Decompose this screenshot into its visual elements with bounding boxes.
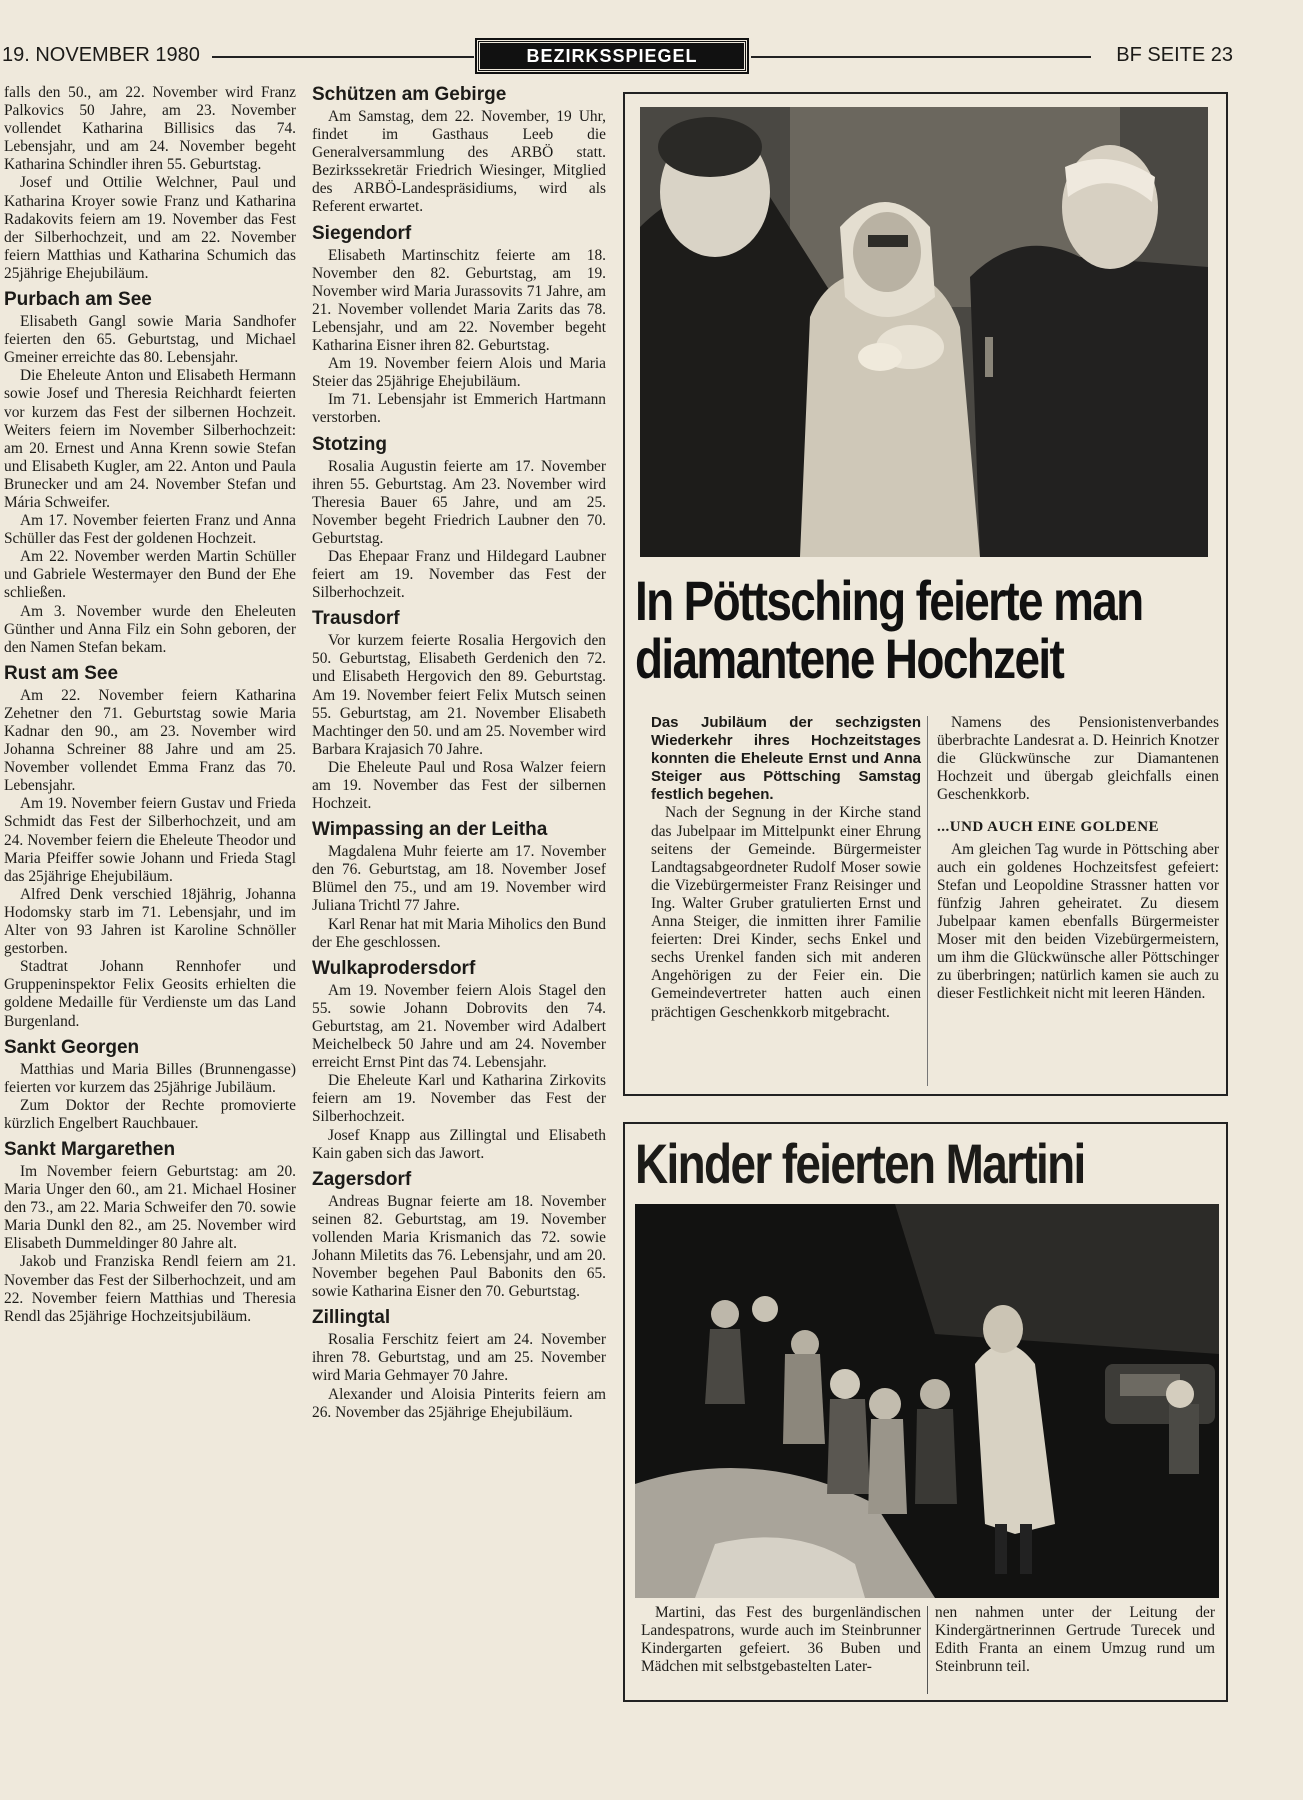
paragraph: Martini, das Fest des burgenländischen Landespatrons, wurde auch im Steinbrunner Kindergarten gefeiert. 36 Buben und Mädchen mit selbstgebastelten Later-: [641, 1604, 921, 1676]
news-column-1: [4, 84, 296, 1326]
paragraph: Am gleichen Tag wurde in Pöttsching aber auch ein goldenes Hochzeitsfest gefeiert: Stefan und Leopoldine Strassner hatten vor fünfzig Jahren geheiratet. Zu diesem Jubelpaar kamen ebenfalls Bürgermeister Moser mit den beiden Vizebürgermeistern, um ihm die Glückwünsche aller Pöttschinger zu überbringen; natürlich kamen sie auch zu dieser Festlichkeit nicht mit leeren Händen.: [937, 840, 1219, 1003]
headline-line-1: In Pöttsching feierte man: [635, 569, 1143, 632]
caption-column-right: [935, 1604, 1215, 1676]
header-rule-right: [751, 56, 1091, 58]
place-heading: Rust am See: [4, 662, 119, 684]
paragraph: Alfred Denk verschied 18jährig, Johanna Hodomsky starb im 71. Lebensjahr, und im Alter von 93 Jahren ist Karoline Schnöller gestorben.: [4, 885, 296, 958]
paragraph: Das Ehepaar Franz und Hildegard Laubner feiert am 19. November das Fest der Silberhochzeit.: [312, 547, 606, 602]
paragraph: Karl Renar hat mit Maria Miholics den Bund der Ehe geschlossen.: [312, 915, 606, 951]
article-diamond-wedding: [623, 92, 1228, 1096]
article-subheading: ...UND AUCH EINE GOLDENE: [937, 819, 1160, 836]
paragraph: Am Samstag, dem 22. November, 19 Uhr, findet im Gasthaus Leeb die Generalversammlung des ARBÖ statt. Bezirkssekretär Friedrich Wiesinger, Mitglied des ARBÖ-Landespräsidiums, wird als Referent erwartet.: [312, 108, 606, 216]
martini-photo: [635, 1204, 1219, 1598]
paragraph: Zum Doktor der Rechte promovierte kürzlich Engelbert Rauchbauer.: [4, 1096, 296, 1132]
paragraph: Andreas Bugnar feierte am 18. November seinen 82. Geburtstag, am 19. November vollenden Maria Krismanich das 72. sowie Johann Miletits das 76. Lebensjahr, und am 20. November begehen Paul Babonits den 65. sowie Katharina Eisner den 70. Geburtstag.: [312, 1192, 606, 1301]
section-title: BEZIRKSSPIEGEL: [477, 40, 747, 72]
article-lead: Das Jubiläum der sechzigsten Wiederkehr ihres Hochzeitstages konnten die Eheleute Ernst und Anna Steiger aus Pöttsching Samstag festlich begehen.: [651, 714, 921, 804]
wedding-photo-illustration: [640, 107, 1208, 557]
martini-photo-illustration: [635, 1204, 1219, 1598]
article-column-right: [937, 714, 1219, 1003]
paragraph: Jakob und Franziska Rendl feiern am 21. November das Fest der Silberhochzeit, und am 22. November feiern Matthias und Theresia Rendl das 25jährige Hochzeitsjubiläum.: [4, 1253, 296, 1325]
paragraph: Die Eheleute Karl und Katharina Zirkovits feiern am 19. November das Fest der Silberhochzeit.: [312, 1072, 606, 1126]
header-rule-left: [212, 56, 474, 58]
paragraph: Im 71. Lebensjahr ist Emmerich Hartmann verstorben.: [312, 391, 606, 427]
paragraph: Namens des Pensionistenverbandes überbrachte Landesrat a. D. Heinrich Knotzer die Glückwünsche zur Diamantenen Hochzeit und übergab gleichfalls einen Geschenkkorb.: [937, 714, 1219, 804]
paragraph: Am 3. November wurde den Eheleuten Günther und Anna Filz ein Sohn geboren, der den Namen Stefan bekam.: [4, 602, 296, 656]
paragraph: Am 19. November feiern Alois und Maria Steier das 25jährige Ehejubiläum.: [312, 355, 606, 391]
paragraph: Magdalena Muhr feierte am 17. November den 76. Geburtstag, am 18. November Josef Blümel den 75., und am 19. November wird Juliana Trichtl 77 Jahre.: [312, 843, 606, 915]
news-column-2: [312, 84, 606, 1422]
paragraph: Nach der Segnung in der Kirche stand das Jubelpaar im Mittelpunkt einer Ehrung seitens der Gemeinde. Bürgermeister Landtagsabgeordneter Rudolf Moser sowie die Vizebürgermeister Franz Reisinger und Ing. Walter Gruber gratulierten Ernst und Anna Steiger, die inmitten ihrer Familie feierten: Drei Kinder, sechs Enkel und sechs Urenkel fanden sich mit anderen Angehörigen zu der Feier ein. Die Gemeindevertreter hatten auch einen prächtigen Geschenkkorb mitgebracht.: [651, 804, 921, 1021]
issue-date: 19. NOVEMBER 1980: [2, 44, 200, 66]
paragraph: Stadtrat Johann Rennhofer und Gruppeninspektor Felix Geosits erhielten die goldene Medaille für Verdienste um das Land Burgenland.: [4, 958, 296, 1030]
paragraph: Josef Knapp aus Zillingtal und Elisabeth Kain gaben sich das Jawort.: [312, 1126, 606, 1162]
place-heading: Purbach am See: [4, 289, 152, 311]
paragraph: Josef und Ottilie Welchner, Paul und Katharina Kroyer sowie Franz und Katharina Radakovits feiern am 19. November das Fest der Silberhochzeit, und am 22. November feiern Matthias und Katharina Schumich das 25jährige Ehejubiläum.: [4, 174, 296, 282]
article-headline: [635, 569, 1143, 690]
paragraph: Matthias und Maria Billes (Brunnengasse) feierten vor kurzem das 25jährige Jubiläum.: [4, 1060, 296, 1096]
paragraph: falls den 50., am 22. November wird Franz Palkovics 50 Jahre, am 23. November vollendet Katharina Billisics das 74. Lebensjahr, und am 24. November begeht Katharina Schindler ihren 55. Geburtstag.: [4, 84, 296, 174]
paragraph: Elisabeth Martinschitz feierte am 18. November den 82. Geburtstag, am 19. November wird Maria Jurassovits 71 Jahre, am 21. November vollendet Maria Zarits das 78. Lebensjahr, und am 22. November begeht Katharina Eisner ihren 82. Geburtstag.: [312, 246, 606, 355]
article-column-left: [651, 714, 921, 1022]
place-heading: Wulkaprodersdorf: [312, 957, 476, 979]
paragraph: Am 19. November feiern Alois Stagel den 55. sowie Johann Dobrovits den 74. Geburtstag, am 21. November wird Adalbert Meichelbeck 50 Jahre und am 24. November erreicht Ernst Pint das 74. Lebensjahr.: [312, 981, 606, 1072]
paragraph: Am 17. November feierten Franz und Anna Schüller das Fest der goldenen Hochzeit.: [4, 512, 296, 548]
paragraph: nen nahmen unter der Leitung der Kindergärtnerinnen Gertrude Turecek und Edith Franta an einem Umzug rund um Steinbrunn teil.: [935, 1604, 1215, 1676]
paragraph: Am 22. November werden Martin Schüller und Gabriele Westermayer den Bund der Ehe schließen.: [4, 548, 296, 602]
paragraph: Am 22. November feiern Katharina Zehetner den 71. Geburtstag sowie Maria Kadnar den 90., am 23. November wird Johanna Schreiner 88 Jahre und am 25. November vollendet Emma Franz das 70. Lebensjahr.: [4, 686, 296, 795]
column-divider: [927, 1606, 928, 1694]
page-header: [0, 40, 1303, 74]
place-heading: Sankt Georgen: [4, 1036, 140, 1058]
caption-column-left: [641, 1604, 921, 1676]
paragraph: Die Eheleute Anton und Elisabeth Hermann sowie Josef und Theresia Reichhardt feierten vor kurzem das Fest der silbernen Hochzeit. Weiters feiern im November Silberhochzeit: am 20. Ernest und Anna Krenn sowie Stefan und Elisabeth Kugler, am 22. Anton und Paula Brunecker und am 24. November Stefan und Mária Schweifer.: [4, 367, 296, 511]
article-headline: Kinder feierten Martini: [635, 1132, 1085, 1195]
paragraph: Am 19. November feiern Gustav und Frieda Schmidt das Fest der Silberhochzeit, und am 24. November feiern die Eheleute Theodor und Maria Pfeiffer sowie Johann und Frieda Stagl das 25jährige Ehejubiläum.: [4, 795, 296, 885]
place-heading: Wimpassing an der Leitha: [312, 819, 548, 841]
paragraph: Elisabeth Gangl sowie Maria Sandhofer feierten den 65. Geburtstag, und Michael Gmeiner erreichte das 80. Lebensjahr.: [4, 313, 296, 367]
headline-line-2: diamantene Hochzeit: [635, 627, 1064, 690]
wedding-photo: [640, 107, 1208, 557]
place-heading: Stotzing: [312, 433, 387, 455]
place-heading: Schützen am Gebirge: [312, 84, 507, 105]
place-heading: Sankt Margarethen: [4, 1138, 176, 1160]
page-number: BF SEITE 23: [1116, 44, 1233, 66]
article-martini: [623, 1122, 1228, 1702]
paragraph: Die Eheleute Paul und Rosa Walzer feiern am 19. November das Fest der silbernen Hochzeit.: [312, 758, 606, 813]
place-heading: Trausdorf: [312, 608, 400, 630]
paragraph: Im November feiern Geburtstag: am 20. Maria Unger den 60., am 21. Michael Hosiner den 73., am 22. Maria Schweifer den 70. sowie Maria Dunkl den 82., am 25. November wird Elisabeth Dummeldinger 80 Jahre alt.: [4, 1162, 296, 1253]
paragraph: Rosalia Ferschitz feiert am 24. November ihren 78. Geburtstag, und am 25. November wird Maria Gehmayer 70 Jahre.: [312, 1331, 606, 1385]
place-heading: Siegendorf: [312, 222, 412, 244]
column-divider: [927, 716, 928, 1086]
paragraph: Alexander und Aloisia Pinterits feiern am 26. November das 25jährige Ehejubiläum.: [312, 1385, 606, 1421]
paragraph: Rosalia Augustin feierte am 17. November ihren 55. Geburtstag. Am 23. November wird Theresia Bauer 65 Jahre, und am 25. November begeht Friedrich Laubner den 70. Geburtstag.: [312, 457, 606, 547]
place-heading: Zillingtal: [312, 1307, 391, 1329]
paragraph: Vor kurzem feierte Rosalia Hergovich den 50. Geburtstag, Elisabeth Gerdenich den 72. und Elisabeth Hergovich den 89. Geburtstag. Am 19. November feiert Felix Mutsch seinen 55. Geburtstag, am 21. November Elisabeth Machtinger den 50. und am 25. November wird Barbara Krajasich 70 Jahre.: [312, 632, 606, 758]
place-heading: Zagersdorf: [312, 1168, 412, 1190]
